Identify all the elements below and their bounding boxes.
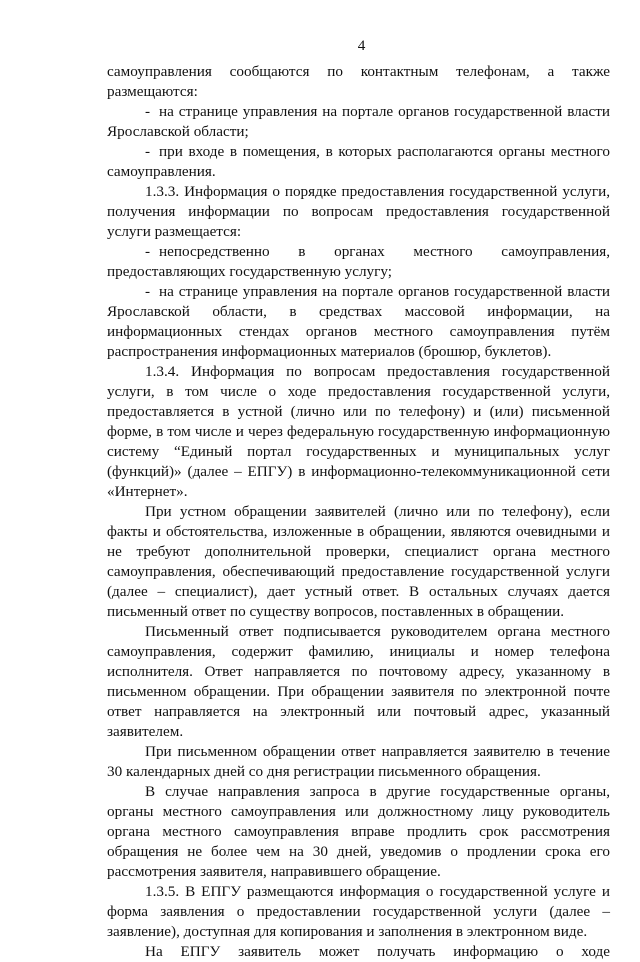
paragraph-written-request: При письменном обращении ответ направляется заявителю в течение 30 календарных дней со дня регистрации письменного обращения. <box>107 743 610 780</box>
bullet-item <box>107 142 610 182</box>
paragraph-oral-request: При устном обращении заявителей (лично или по телефону), если факты и обстоятельства, изложенные в обращении, являются очевидными и не требуют дополнительной проверки, специалист органа местного самоуправления, обеспечивающий предоставление государственной услуги (далее – специалист), дает устный ответ. В остальных случаях дается письменный ответ по существу вопросов, поставленных в обращении. <box>107 503 610 620</box>
page-number: 4 <box>357 37 366 54</box>
bullet-text: на странице управления на портале органов государственной власти Ярославской области, в средствах массовой информации, на информационных стендах органов местного самоуправления путём распространения информационных материалов (брошюр, буклетов). <box>107 283 610 360</box>
dash-marker: - <box>145 243 151 260</box>
paragraph-1-3-4: 1.3.4. Информация по вопросам предоставления государственной услуги, в том числе о ходе предоставления государственной услуги, предоставляется в устной (лично или по телефону) и (или) письменной форме, в том числе и через федеральную государственную информационную систему “Единый портал государственных и муниципальных услуг (функций)» (далее – ЕПГУ) в информационно-телекоммуникационной сети «Интернет». <box>107 363 610 500</box>
dash-marker: - <box>145 283 151 300</box>
bullet-item <box>107 242 610 282</box>
dash-marker: - <box>145 143 151 160</box>
dash-marker: - <box>145 103 151 120</box>
paragraph-extension: В случае направления запроса в другие государственные органы, органы местного самоуправления или должностному лицу руководитель органа местного самоуправления вправе продлить срок рассмотрения обращения не более чем на 30 дней, уведомив о продлении срока его рассмотрения заявителя, направившего обращение. <box>107 783 610 880</box>
bullet-item <box>107 282 610 362</box>
document-page <box>107 36 610 962</box>
bullet-item <box>107 102 610 142</box>
paragraph-epgu-progress: На ЕПГУ заявитель может получать информацию о ходе <box>145 943 610 960</box>
bullet-text: при входе в помещения, в которых располагаются органы местного самоуправления. <box>107 143 610 180</box>
bullet-text: непосредственно в органах местного самоуправления, предоставляющих государственную услугу; <box>107 243 610 280</box>
bullet-text: на странице управления на портале органов государственной власти Ярославской области; <box>107 103 610 140</box>
paragraph-1-3-5: 1.3.5. В ЕПГУ размещаются информация о государственной услуге и форма заявления о предоставлении государственной услуги (далее – заявление), доступная для копирования и заполнения в электронном виде. <box>107 883 610 940</box>
paragraph-continuation: самоуправления сообщаются по контактным телефонам, а также размещаются: <box>107 63 610 100</box>
paragraph-written-answer: Письменный ответ подписывается руководителем органа местного самоуправления, содержит фамилию, инициалы и номер телефона исполнителя. Ответ направляется по почтовому адресу, указанному в письменном обращении. При обращении заявителя по электронной почте ответ направляется на электронный или почтовый адрес, указанный заявителем. <box>107 623 610 740</box>
paragraph-1-3-3: 1.3.3. Информация о порядке предоставления государственной услуги, получения информации по вопросам предоставления государственной услуги размещается: <box>107 183 610 240</box>
